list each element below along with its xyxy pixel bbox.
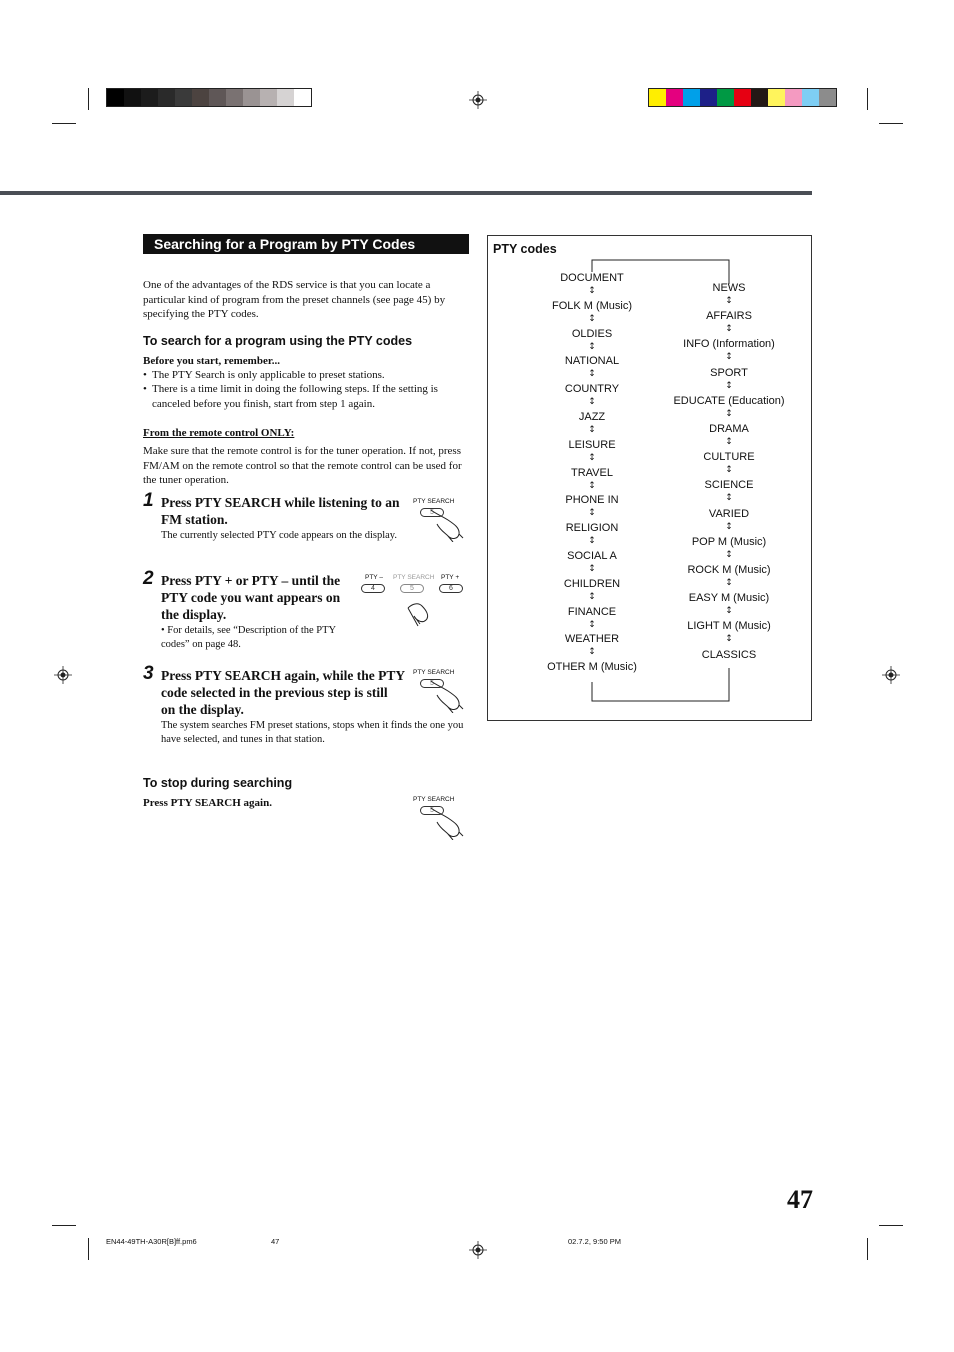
pty-code-item: LIGHT M (Music) <box>687 620 771 633</box>
color-swatch <box>141 89 158 106</box>
color-scale-bar <box>648 88 837 107</box>
pty-codes-box <box>487 235 812 721</box>
color-swatch <box>124 89 141 106</box>
step-instruction: Press PTY SEARCH while listening to an FM station. <box>161 495 400 527</box>
registration-mark-icon <box>54 666 72 684</box>
pty-code-item: FOLK M (Music) <box>551 299 633 312</box>
color-swatch <box>802 89 819 106</box>
double-arrow-icon: ↕ <box>588 286 596 296</box>
pty-search-button[interactable]: 5 <box>420 806 444 815</box>
double-arrow-icon: ↕ <box>725 408 733 419</box>
pty-code-item: OTHER M (Music) <box>547 661 637 674</box>
button-label: PTY SEARCH <box>413 669 455 676</box>
button-label: PTY SEARCH <box>393 574 435 581</box>
double-arrow-icon: ↕ <box>725 578 733 588</box>
remember-bullet: • There is a time limit in doing the following steps. If the setting is canceled before you finish, start from step 1 again. <box>143 382 469 411</box>
color-swatch <box>243 89 260 106</box>
pty-search-button[interactable]: 5 <box>420 679 444 688</box>
pty-code-item: OLDIES <box>571 327 613 340</box>
crop-mark <box>867 88 868 110</box>
button-label: PTY + <box>441 574 460 581</box>
pty-code-item: FINANCE <box>567 605 617 618</box>
double-arrow-icon: ↕ <box>725 549 733 560</box>
pty-code-item: SOCIAL A <box>567 550 617 562</box>
color-swatch <box>768 89 785 106</box>
pty-search-button[interactable]: 5 <box>420 508 444 517</box>
stop-heading: To stop during searching <box>143 776 293 790</box>
registration-mark-icon <box>469 91 487 109</box>
double-arrow-icon: ↕ <box>588 619 596 630</box>
remote-instructions: Make sure that the remote control is for the tuner operation. If not, press FM/AM on the remote control so that the remote control can be used for the tuner operation. <box>143 445 462 486</box>
crop-mark <box>88 1238 89 1260</box>
registration-mark-icon <box>469 1241 487 1259</box>
pty-code-item: PHONE IN <box>565 494 619 507</box>
pty-code-item: JAZZ <box>578 411 606 423</box>
double-arrow-icon: ↕ <box>725 606 733 617</box>
double-arrow-icon: ↕ <box>588 480 596 491</box>
footer-page: 47 <box>271 1237 280 1246</box>
step-instruction: Press PTY + or PTY – until the PTY code you want appears on the display. <box>161 573 341 622</box>
button-label: PTY – <box>365 574 383 581</box>
color-swatch <box>260 89 277 106</box>
pty-code-item: POP M (Music) <box>691 535 767 548</box>
color-swatch <box>683 89 700 106</box>
pty-code-item: NATIONAL <box>564 355 620 368</box>
pty-codes-title: PTY codes <box>493 242 557 256</box>
remember-title: Before you start, remember... <box>143 355 280 367</box>
double-arrow-icon: ↕ <box>588 452 596 463</box>
color-swatch <box>649 89 666 106</box>
double-arrow-icon: ↕ <box>725 352 733 363</box>
double-arrow-icon: ↕ <box>588 536 596 547</box>
gray-scale-bar <box>106 88 312 107</box>
pty-search-button[interactable]: 5 <box>400 584 424 593</box>
crop-mark <box>879 1225 903 1226</box>
remember-bullet: • The PTY Search is only applicable to preset stations. <box>143 369 385 381</box>
color-swatch <box>785 89 802 106</box>
pty-code-item: RELIGION <box>565 522 619 535</box>
double-arrow-icon: ↕ <box>588 647 596 658</box>
double-arrow-icon: ↕ <box>725 465 733 476</box>
pty-code-item: EDUCATE (Education) <box>673 394 785 407</box>
step-instruction: Press PTY SEARCH again, while the PTY code selected in the previous step is still on the display. <box>161 668 405 717</box>
double-arrow-icon: ↕ <box>588 425 596 435</box>
pty-code-item: INFO (Information) <box>683 338 775 351</box>
color-swatch <box>294 89 311 106</box>
footer-file: EN44-49TH-A30R[B]ff.pm6 <box>106 1237 197 1246</box>
color-swatch <box>226 89 243 106</box>
section-title: Searching for a Program by PTY Codes <box>143 234 469 254</box>
double-arrow-icon: ↕ <box>725 521 733 532</box>
pty-code-item: VARIED <box>708 507 750 520</box>
pty-code-item: DRAMA <box>709 423 749 435</box>
pty-code-item: LEISURE <box>568 438 616 451</box>
double-arrow-icon: ↕ <box>588 564 596 574</box>
pty-code-item: COUNTRY <box>564 383 620 396</box>
pty-code-item: SCIENCE <box>704 479 754 492</box>
button-label: PTY SEARCH <box>413 796 455 803</box>
pty-code-item: WEATHER <box>564 633 620 646</box>
crop-mark <box>52 123 76 124</box>
subheading: To search for a program using the PTY codes <box>143 334 413 348</box>
pressing-hand-icon <box>404 598 434 628</box>
color-swatch <box>107 89 124 106</box>
registration-mark-icon <box>882 666 900 684</box>
color-swatch <box>158 89 175 106</box>
double-arrow-icon: ↕ <box>725 437 733 447</box>
color-swatch <box>734 89 751 106</box>
page-number: 47 <box>787 1185 813 1214</box>
color-swatch <box>209 89 226 106</box>
pty-code-item: CLASSICS <box>701 648 757 661</box>
header-rule <box>0 191 812 195</box>
crop-mark <box>867 1238 868 1260</box>
color-swatch <box>192 89 209 106</box>
pty-code-item: AFFAIRS <box>706 310 752 323</box>
double-arrow-icon: ↕ <box>588 397 596 408</box>
stop-text: Press PTY SEARCH again. <box>143 797 272 809</box>
crop-mark <box>52 1225 76 1226</box>
double-arrow-icon: ↕ <box>725 324 733 335</box>
step-number: 3 <box>143 663 154 684</box>
pty-code-item: DOCUMENT <box>560 272 624 284</box>
color-swatch <box>175 89 192 106</box>
double-arrow-icon: ↕ <box>588 341 596 352</box>
step-number: 2 <box>143 568 154 589</box>
bullet-text: There is a time limit in doing the following steps. If the setting is canceled before you finish, start from step 1 again. <box>152 383 438 410</box>
remote-only-label: From the remote control ONLY: <box>143 427 295 439</box>
color-swatch <box>819 89 836 106</box>
pty-code-item: EASY M (Music) <box>688 592 770 605</box>
color-swatch <box>277 89 294 106</box>
pty-code-item: CHILDREN <box>563 577 621 590</box>
double-arrow-icon: ↕ <box>725 493 733 504</box>
color-swatch <box>666 89 683 106</box>
color-swatch <box>700 89 717 106</box>
crop-mark <box>88 88 89 110</box>
double-arrow-icon: ↕ <box>588 369 596 380</box>
step-number: 1 <box>143 490 154 511</box>
pty-minus-button[interactable]: 4 <box>361 584 385 593</box>
color-swatch <box>751 89 768 106</box>
footer-date: 02.7.2, 9:50 PM <box>568 1237 621 1246</box>
step-note: • For details, see “Description of the PTY codes” on page 48. <box>161 625 336 650</box>
double-arrow-icon: ↕ <box>725 634 733 645</box>
pty-code-item: TRAVEL <box>571 466 613 479</box>
color-swatch <box>717 89 734 106</box>
double-arrow-icon: ↕ <box>725 296 733 306</box>
pressing-hand-icon <box>428 806 464 840</box>
pressing-hand-icon <box>428 508 464 542</box>
double-arrow-icon: ↕ <box>588 591 596 602</box>
double-arrow-icon: ↕ <box>588 508 596 519</box>
step-note: The system searches FM preset stations, stops when it finds the one you have selected, and tunes in that station. <box>161 720 464 745</box>
pty-plus-button[interactable]: 6 <box>439 584 463 593</box>
double-arrow-icon: ↕ <box>725 380 733 391</box>
crop-mark <box>879 123 903 124</box>
button-label: PTY SEARCH <box>413 498 455 505</box>
pressing-hand-icon <box>428 679 464 713</box>
pty-code-item: CULTURE <box>703 451 755 464</box>
pty-code-item: ROCK M (Music) <box>687 564 771 576</box>
pty-code-item: NEWS <box>712 282 746 294</box>
pty-code-item: SPORT <box>710 366 748 379</box>
intro-paragraph: One of the advantages of the RDS service is that you can locate a particular kind of program from the preset channels (see page 45) by specifying the PTY codes. <box>143 279 446 320</box>
double-arrow-icon: ↕ <box>588 313 596 324</box>
bullet-text: The PTY Search is only applicable to preset stations. <box>152 369 385 381</box>
step-note: The currently selected PTY code appears on the display. <box>161 530 397 541</box>
